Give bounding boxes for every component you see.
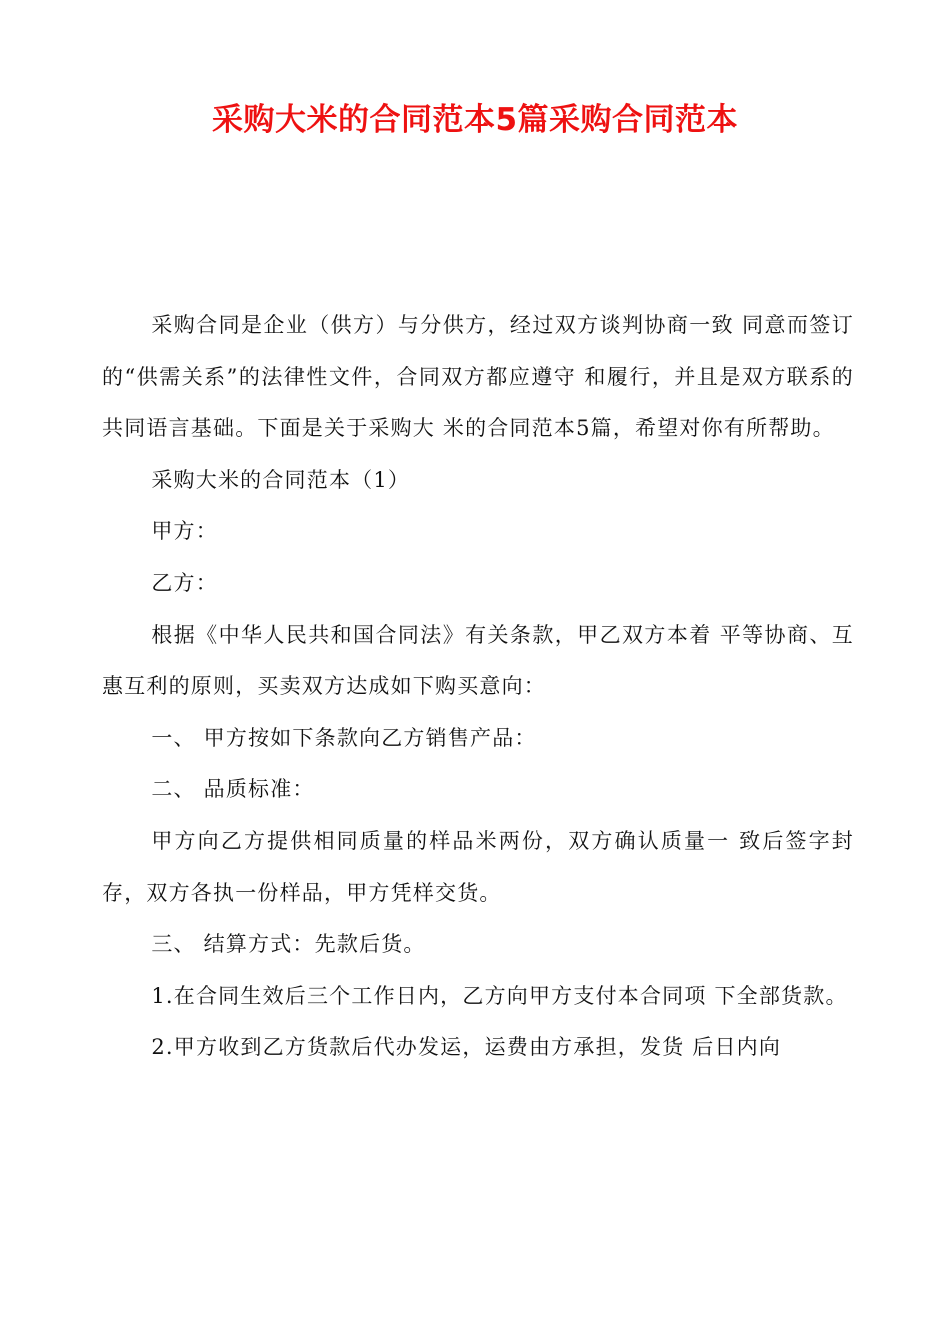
clause-3-item-1: 1.在合同生效后三个工作日内，乙方向甲方支付本合同项 下全部货款。 [151,983,848,1008]
contract-heading: 采购大米的合同范本（1） [151,467,411,492]
party-b-line: 乙方： [151,570,218,595]
clause-1: 一、 甲方按如下条款向乙方销售产品： [151,725,537,750]
clause-2-detail: 甲方向乙方提供相同质量的样品米两份，双方确认质量一 致后签字封存，双方各执一份样品，甲方凭样交货。 [102,828,854,905]
document-title: 采购大米的合同范本5篇采购合同范本 [211,102,739,138]
clause-2: 二、 品质标准： [151,777,315,802]
clause-3: 三、 结算方式：先款后货。 [151,932,426,957]
document-body [102,300,854,1074]
preamble-paragraph: 根据《中华人民共和国合同法》有关条款，甲乙双方本着 平等协商、互惠互利的原则，买卖双方达成如下购买意向： [102,622,854,699]
intro-paragraph: 采购合同是企业（供方）与分供方，经过双方谈判协商一致 同意而签订的“供需关系”的法律性文件，合同双方都应遵守 和履行，并且是双方联系的共同语言基础。下面是关于采购大 米的合同范本5篇，希望对你有所帮助。 [102,313,854,441]
clause-3-item-2: 2.甲方收到乙方货款后代办发运，运费由方承担，发货 后日内向 [151,1035,782,1060]
party-a-line: 甲方： [151,519,218,544]
